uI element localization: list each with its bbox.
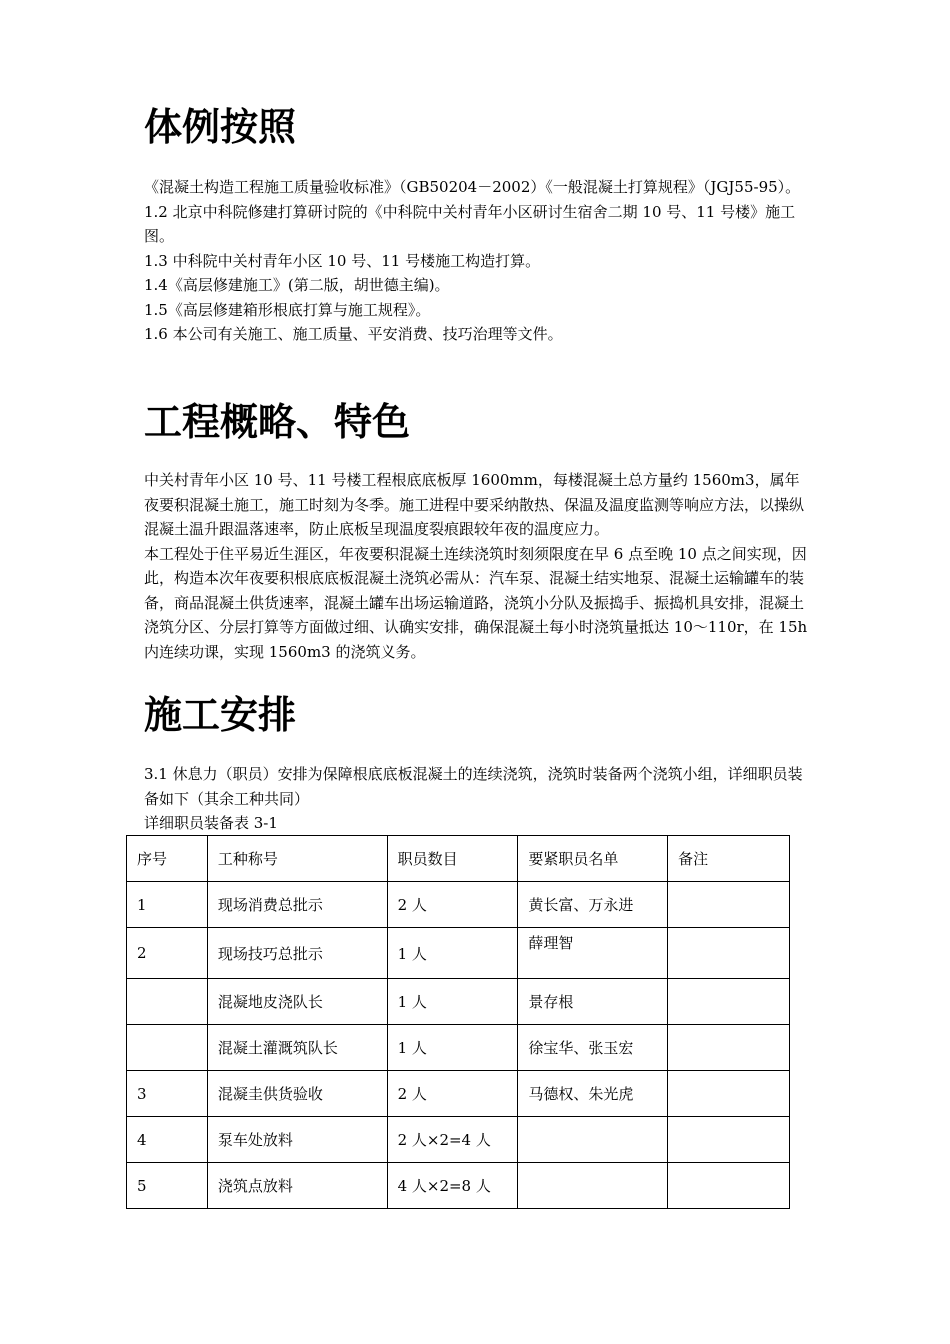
section-heading: 工程概略、特色	[144, 400, 411, 444]
table-cell: 马德权、朱光虎	[518, 1071, 668, 1117]
paragraph: 1.6 本公司有关施工、施工质量、平安消费、技巧治理等文件。	[144, 325, 563, 343]
table-cell: 4	[127, 1117, 208, 1163]
table-cell: 2 人	[387, 882, 518, 928]
table-cell	[518, 1163, 668, 1209]
table-cell: 3	[127, 1071, 208, 1117]
table-row	[127, 1071, 790, 1117]
table-cell: 1 人	[387, 979, 518, 1025]
table-row	[127, 1163, 790, 1209]
table-cell: 2 人×2=4 人	[387, 1117, 518, 1163]
table-row	[127, 1117, 790, 1163]
paragraph: 《混凝土构造工程施工质量验收标准》（GB50204－2002）《一般混凝土打算规程》（JGJ55-95）。	[144, 178, 801, 196]
header-cell: 工种称号	[207, 836, 387, 882]
table-cell: 2 人	[387, 1071, 518, 1117]
table-cell	[668, 1025, 790, 1071]
section-body	[144, 468, 812, 664]
section-heading: 施工安排	[144, 693, 297, 737]
table-row	[127, 928, 790, 979]
paragraph: 3.1 休息力（职员）安排为保障根底底板混凝土的连续浇筑，浇筑时装备两个浇筑小组，详细职员装备如下（其余工种共同）	[144, 765, 803, 808]
table-row	[127, 882, 790, 928]
paragraph: 1.3 中科院中关村青年小区 10 号、11 号楼施工构造打算。	[144, 251, 541, 270]
table-cell	[127, 979, 208, 1025]
table-caption: 详细职员装备表 3-1	[144, 814, 278, 832]
table-cell: 薛理智	[518, 928, 668, 979]
header-cell: 备注	[668, 836, 790, 882]
table-cell: 4 人×2=8 人	[387, 1163, 518, 1209]
table-cell: 混凝地皮浇队长	[207, 979, 387, 1025]
table-cell: 混凝土灌溉筑队长	[207, 1025, 387, 1071]
table-row	[127, 979, 790, 1025]
paragraph: 1.4《高层修建施工》(第二版，胡世德主编)。	[144, 276, 450, 294]
staff-table	[126, 835, 790, 1209]
table-cell: 徐宝华、张玉宏	[518, 1025, 668, 1071]
table-header-row	[127, 836, 790, 882]
table-cell	[668, 979, 790, 1025]
paragraph: 中关村青年小区 10 号、11 号楼工程根底底板厚 1600mm，每楼混凝土总方量约 1560m3，属年夜要积混凝土施工，施工时刻为冬季。施工进程中要采纳散热、保温及温度监测等响应方法，以操纵混凝土温升跟温落速率，防止底板呈现温度裂痕跟较年夜的温度应力。	[144, 471, 805, 538]
table-cell	[668, 928, 790, 979]
table-cell: 现场技巧总批示	[207, 928, 387, 979]
table-cell: 浇筑点放料	[207, 1163, 387, 1209]
table-cell	[668, 882, 790, 928]
table-cell	[518, 1117, 668, 1163]
paragraph: 1.5《高层修建箱形根底打算与施工规程》。	[144, 300, 431, 319]
table-cell	[668, 1071, 790, 1117]
paragraph: 本工程处于住平易近生涯区，年夜要积混凝土连续浇筑时刻须限度在早 6 点至晚 10 点之间实现，因此，构造本次年夜要积根底底板混凝土浇筑必需从：汽车泵、混凝土结实地泵、混凝土运输罐车的装备，商品混凝土供货速率，混凝土罐车出场运输道路，浇筑小分队及振捣手、振捣机具安排，混凝土浇筑分区、分层打算等方面做过细、认确实安排，确保混凝土每小时浇筑量抵达 10～110r，在 15h 内连续功课，实现 1560m3 的浇筑义务。	[144, 544, 808, 661]
table-cell	[127, 1025, 208, 1071]
table-cell: 黄长富、万永进	[518, 882, 668, 928]
table-cell: 1 人	[387, 1025, 518, 1071]
table-cell: 2	[127, 928, 208, 979]
header-cell: 要紧职员名单	[518, 836, 668, 882]
table-cell: 5	[127, 1163, 208, 1209]
table-row	[127, 1025, 790, 1071]
header-cell: 序号	[127, 836, 208, 882]
table-cell: 泵车处放料	[207, 1117, 387, 1163]
table-cell: 景存根	[518, 979, 668, 1025]
section-body	[144, 175, 812, 347]
table-cell: 1	[127, 882, 208, 928]
paragraph: 1.2 北京中科院修建打算研讨院的《中科院中关村青年小区研讨生宿舍二期 10 号、11 号楼》施工图。	[144, 202, 796, 245]
table-cell: 现场消费总批示	[207, 882, 387, 928]
table-cell: 混凝圭供货验收	[207, 1071, 387, 1117]
table-cell	[668, 1117, 790, 1163]
table-cell: 1 人	[387, 928, 518, 979]
section-body	[144, 762, 812, 836]
section-heading: 体例按照	[144, 105, 297, 149]
header-cell: 职员数目	[387, 836, 518, 882]
table-cell	[668, 1163, 790, 1209]
